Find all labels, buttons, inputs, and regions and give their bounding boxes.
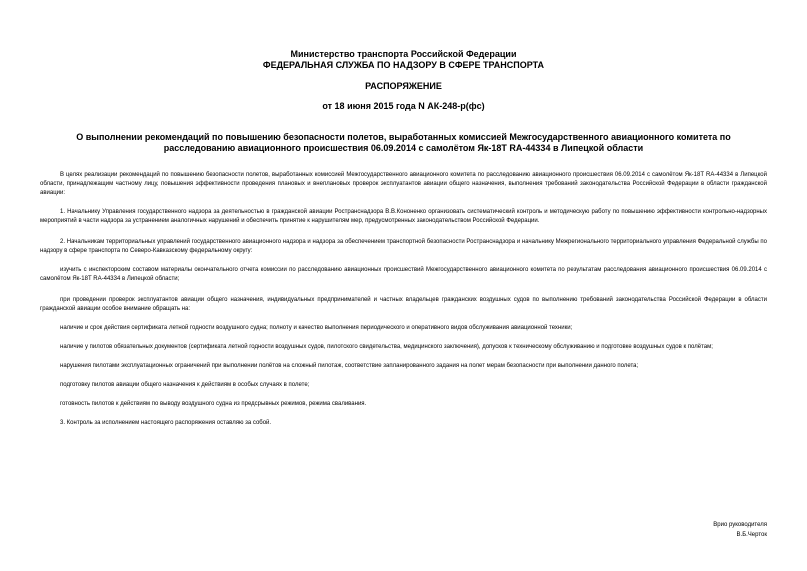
signature-block [713,520,767,540]
paragraph-preamble: В целях реализации рекомендаций по повышению безопасности полетов, выработанных комиссией Межгосударственного авиационного комитета по расследованию авиационного происшествия 06.09.2014 с самолётом Як-18Т RA-44334 в Липецкой области, принадлежащим частному лицу, повышения эффективности проведения плановых и внеплановых проверок эксплуатантов авиации общего назначения, выполнения требований законодательства Российской Федерации в области гражданской авиации: [40,172,767,196]
paragraph-item-2: 2. Начальникам территориальных управлений государственного авиационного надзора и надзора за обеспечением транспортной безопасности Ространснадзора и начальнику Межрегионального территориального управления Федеральной службы по надзору в сфере транспорта по Северо-Кавказскому федеральному округу: [40,239,767,254]
paragraph-item-3: 3. Контроль за исполнением настоящего распоряжения оставляю за собой. [60,420,272,426]
signature-position: Врио руководителя [713,522,767,528]
paragraph-item-1: 1. Начальнику Управления государственного надзора за деятельностью в гражданской авиации Ространснадзора В.В.Кононенко организовать систематический контроль и методическую работу по повышению эффективности контрольно-надзорных мероприятий в части надзора за устранением аналогичных нарушений и обеспечить принятие к нарушителям мер, предусмотренных законодательством Российской Федерации. [40,209,767,224]
document-body [40,171,767,438]
paragraph-stall-recovery: готовность пилотов к действиям по выводу воздушного судна из предсрывных режимов, режима сваливания. [60,401,367,407]
paragraph-study-materials: изучить с инспекторским составом материалы окончательного отчета комиссии по расследованию авиационных происшествий Межгосударственного авиационного комитета по результатам расследования авиационного происшествия 06.09.2014 с самолётом Як-18Т RA-44334 в Липецкой области; [40,267,767,282]
paragraph-pilot-documents: наличие у пилотов обязательных документов (сертификата летной годности воздушных судов, пилотского свидетельства, медицинского заключения), допусков к техническому обслуживанию и подготовке воздушных судов к полётам; [60,344,713,350]
date-number-heading: от 18 июня 2015 года N АК-248-р(фс) [322,101,485,111]
ministry-heading: Министерство транспорта Российской Федерации [290,49,517,59]
paragraph-inspections: при проведении проверок эксплуатантов авиации общего назначения, индивидуальных предпринимателей и частных владельцев гражданских воздушных судов по выполнению требований законодательства Российской Федерации в области гражданской авиации особое внимание обращать на: [40,297,767,312]
paragraph-aerobatics: нарушения пилотами эксплуатационных ограничений при выполнении полётов на сложный пилотаж, соответствие запланированного задания на полет мерам безопасности при выполнении данного полета; [60,363,639,369]
service-heading: ФЕДЕРАЛЬНАЯ СЛУЖБА ПО НАДЗОРУ В СФЕРЕ ТРАНСПОРТА [262,60,545,70]
paragraph-airworthiness: наличие и срок действия сертификата летной годности воздушного судна; полноту и качество выполнения периодического и оперативного видов обслуживания авиационной техники; [60,325,573,331]
document-title: О выполнении рекомендаций по повышению безопасности полетов, выработанных комиссией Межгосударственного авиационного комитета по расследованию авиационного происшествия 06.09.2014 с самолётом Як-18Т RA-44334 в Липецкой области [76,132,731,153]
paragraph-special-cases: подготовку пилотов авиации общего назначения к действиям в особых случаях в полете; [60,382,310,388]
document-type-heading: РАСПОРЯЖЕНИЕ [365,81,442,91]
signature-name: В.Б.Черток [736,532,767,538]
